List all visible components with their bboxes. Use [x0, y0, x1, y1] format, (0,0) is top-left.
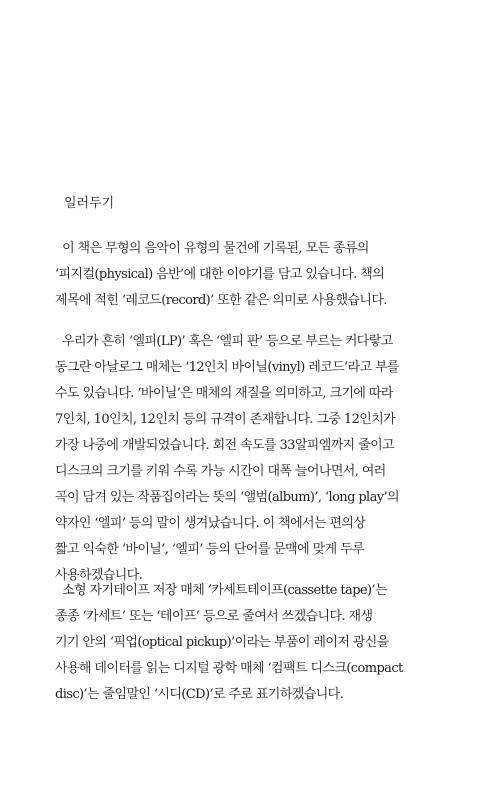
paragraph-3 — [55, 578, 455, 708]
text-line: 곡이 담겨 있는 작품집이라는 뜻의 ‘앨범(album)’, ‘long play’의 — [55, 490, 400, 505]
text-line: 약자인 ‘엘피’ 등의 말이 생겨났습니다. 이 책에서는 편의상 — [55, 516, 366, 531]
text-line: 가장 나중에 개발되었습니다. 회전 속도를 33알피엠까지 줄이고 — [55, 438, 395, 453]
text-line: 우리가 흔히 ‘엘피(LP)’ 혹은 ‘엘피 판’ 등으로 부르는 커다랗고 — [55, 334, 393, 349]
text-line: 사용해 데이터를 읽는 디지털 광학 매체 ‘컴팩트 디스크(compact — [55, 661, 403, 676]
text-line: 제목에 적힌 ‘레코드(record)’ 또한 같은 의미로 사용했습니다. — [55, 293, 387, 308]
text-line: 7인치, 10인치, 12인치 등의 규격이 존재합니다. 그중 12인치가 — [55, 412, 396, 427]
text-line: 종종 ‘카세트’ 또는 ‘테이프’ 등으로 줄여서 쓰겠습니다. 재생 — [55, 609, 373, 624]
text-line: 짧고 익숙한 ‘바이닐’, ‘엘피’ 등의 단어를 문맥에 맞게 두루 — [55, 542, 364, 557]
text-line: 사용하겠습니다. — [55, 568, 143, 583]
paragraph-1 — [55, 236, 455, 314]
text-line: disc)’는 줄임말인 ‘시디(CD)’로 주로 표기하겠습니다. — [55, 687, 344, 702]
text-line: 수도 있습니다. ‘바이닐’은 매체의 재질을 의미하고, 크기에 따라 — [55, 386, 393, 401]
text-line: 이 책은 무형의 음악이 유형의 물건에 기록된, 모든 종류의 — [55, 241, 369, 256]
text-line: ‘피지컬(physical) 음반’에 대한 이야기를 담고 있습니다. 책의 — [55, 267, 385, 282]
text-line: 기기 안의 ‘픽업(optical pickup)’이라는 부품이 레이저 광신을 — [55, 635, 389, 650]
section-heading: 일러두기 — [64, 196, 115, 211]
text-line: 소형 자기테이프 저장 매체 ‘카세트테이프(cassette tape)’는 — [55, 583, 387, 598]
paragraph-2 — [55, 329, 455, 589]
text-line: 동그란 아날로그 매체는 ‘12인치 바이닐(vinyl) 레코드’라고 부를 — [55, 360, 399, 375]
text-line: 디스크의 크기를 키워 수록 가능 시간이 대폭 늘어나면서, 여러 — [55, 464, 386, 479]
